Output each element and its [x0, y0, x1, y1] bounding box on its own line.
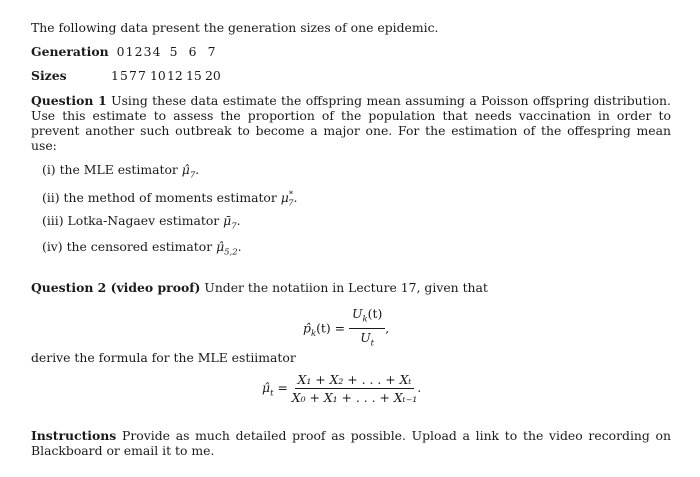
generation-cell: 4	[152, 44, 161, 59]
generation-values	[117, 44, 227, 59]
item-text: Lotka-Nagaev estimator	[67, 213, 224, 228]
generation-cell: 1	[125, 44, 134, 59]
item-symbol: μ	[280, 190, 289, 206]
size-values	[111, 68, 224, 83]
item-text: the censored estimator	[66, 239, 217, 254]
fraction-uk-ut: $\frac{U_k(t)}{U_t}$	[349, 306, 385, 352]
item-number: (iii)	[42, 213, 68, 228]
instructions-label: Instructions	[31, 428, 117, 443]
item-symbol: μ̂	[181, 162, 190, 177]
intro-text: The following data present the generation sizes of one epidemic.	[31, 20, 439, 35]
size-cell: 15	[186, 68, 202, 83]
equation-mu-t: $\mû_t$ = $\frac{\text{X₁ + X₂ + . . . + Xₜ}}{\text{X₀ + X₁ + . . . + Xₜ₋₁}}$ .	[262, 372, 422, 405]
item-symbol: μ̄	[223, 213, 232, 228]
question-2-text: Under the notatiion in Lecture 17, given that	[204, 280, 488, 295]
question-1-label: Question 1	[31, 93, 107, 108]
question-2	[31, 280, 488, 295]
item-text: the MLE estimator	[59, 162, 182, 177]
generation-cell: 5	[169, 44, 178, 59]
sizes-row	[31, 68, 221, 83]
generation-row	[31, 44, 227, 59]
question-1-text: Using these data estimate the offspring mean assuming a Poisson offspring distribution. Use this estimate to assess the proportion of the population that needs vaccination in order to prevent another such outbreak to become a major one. For the estimation of the offespring mean use:	[31, 93, 671, 153]
derive-text: derive the formula for the MLE estiimator	[31, 350, 296, 365]
question-1	[31, 93, 671, 153]
instructions	[31, 428, 671, 458]
instructions-text: Provide as much detailed proof as possible. Upload a link to the video recording on Blackboard or email it to me.	[31, 428, 671, 458]
item-number: (ii)	[42, 190, 64, 206]
generation-cell: 2	[134, 44, 143, 59]
size-cell: 7	[129, 68, 137, 83]
question-1-item: (ii) the method of moments estimator $\mu^*_7$.	[42, 190, 298, 209]
item-number: (i)	[42, 162, 60, 177]
sizes-label: Sizes	[31, 68, 67, 83]
item-text: the method of moments estimator	[63, 190, 281, 206]
generation-label: Generation	[31, 44, 109, 59]
size-cell: 12	[167, 68, 183, 83]
size-cell: 5	[120, 68, 128, 83]
question-2-label: Question 2 (video proof)	[31, 280, 201, 295]
size-cell: 10	[150, 68, 166, 83]
generation-cell: 6	[188, 44, 197, 59]
size-cell: 20	[205, 68, 221, 83]
generation-cell: 0	[116, 44, 125, 59]
equation-pk: $p̂_k(t)$ = $\frac{U_k(t)}{U_t}$ ,	[303, 306, 389, 352]
generation-cell: 7	[207, 44, 216, 59]
question-1-item: (iv) the censored estimator $\mû_{5,2}$.	[42, 239, 242, 258]
generation-cell: 3	[143, 44, 152, 59]
size-cell: 7	[138, 68, 146, 83]
size-cell: 1	[111, 68, 119, 83]
item-number: (iv)	[42, 239, 67, 254]
question-1-item: (iii) Lotka-Nagaev estimator $\mū_7$.	[42, 213, 241, 232]
item-symbol: μ̂	[216, 239, 225, 254]
question-1-item: (i) the MLE estimator $\mû_7$.	[42, 162, 200, 181]
fraction-mle: $\frac{\text{X₁ + X₂ + . . . + Xₜ}}{\text{X₀ + X₁ + . . . + Xₜ₋₁}}$	[291, 372, 418, 405]
